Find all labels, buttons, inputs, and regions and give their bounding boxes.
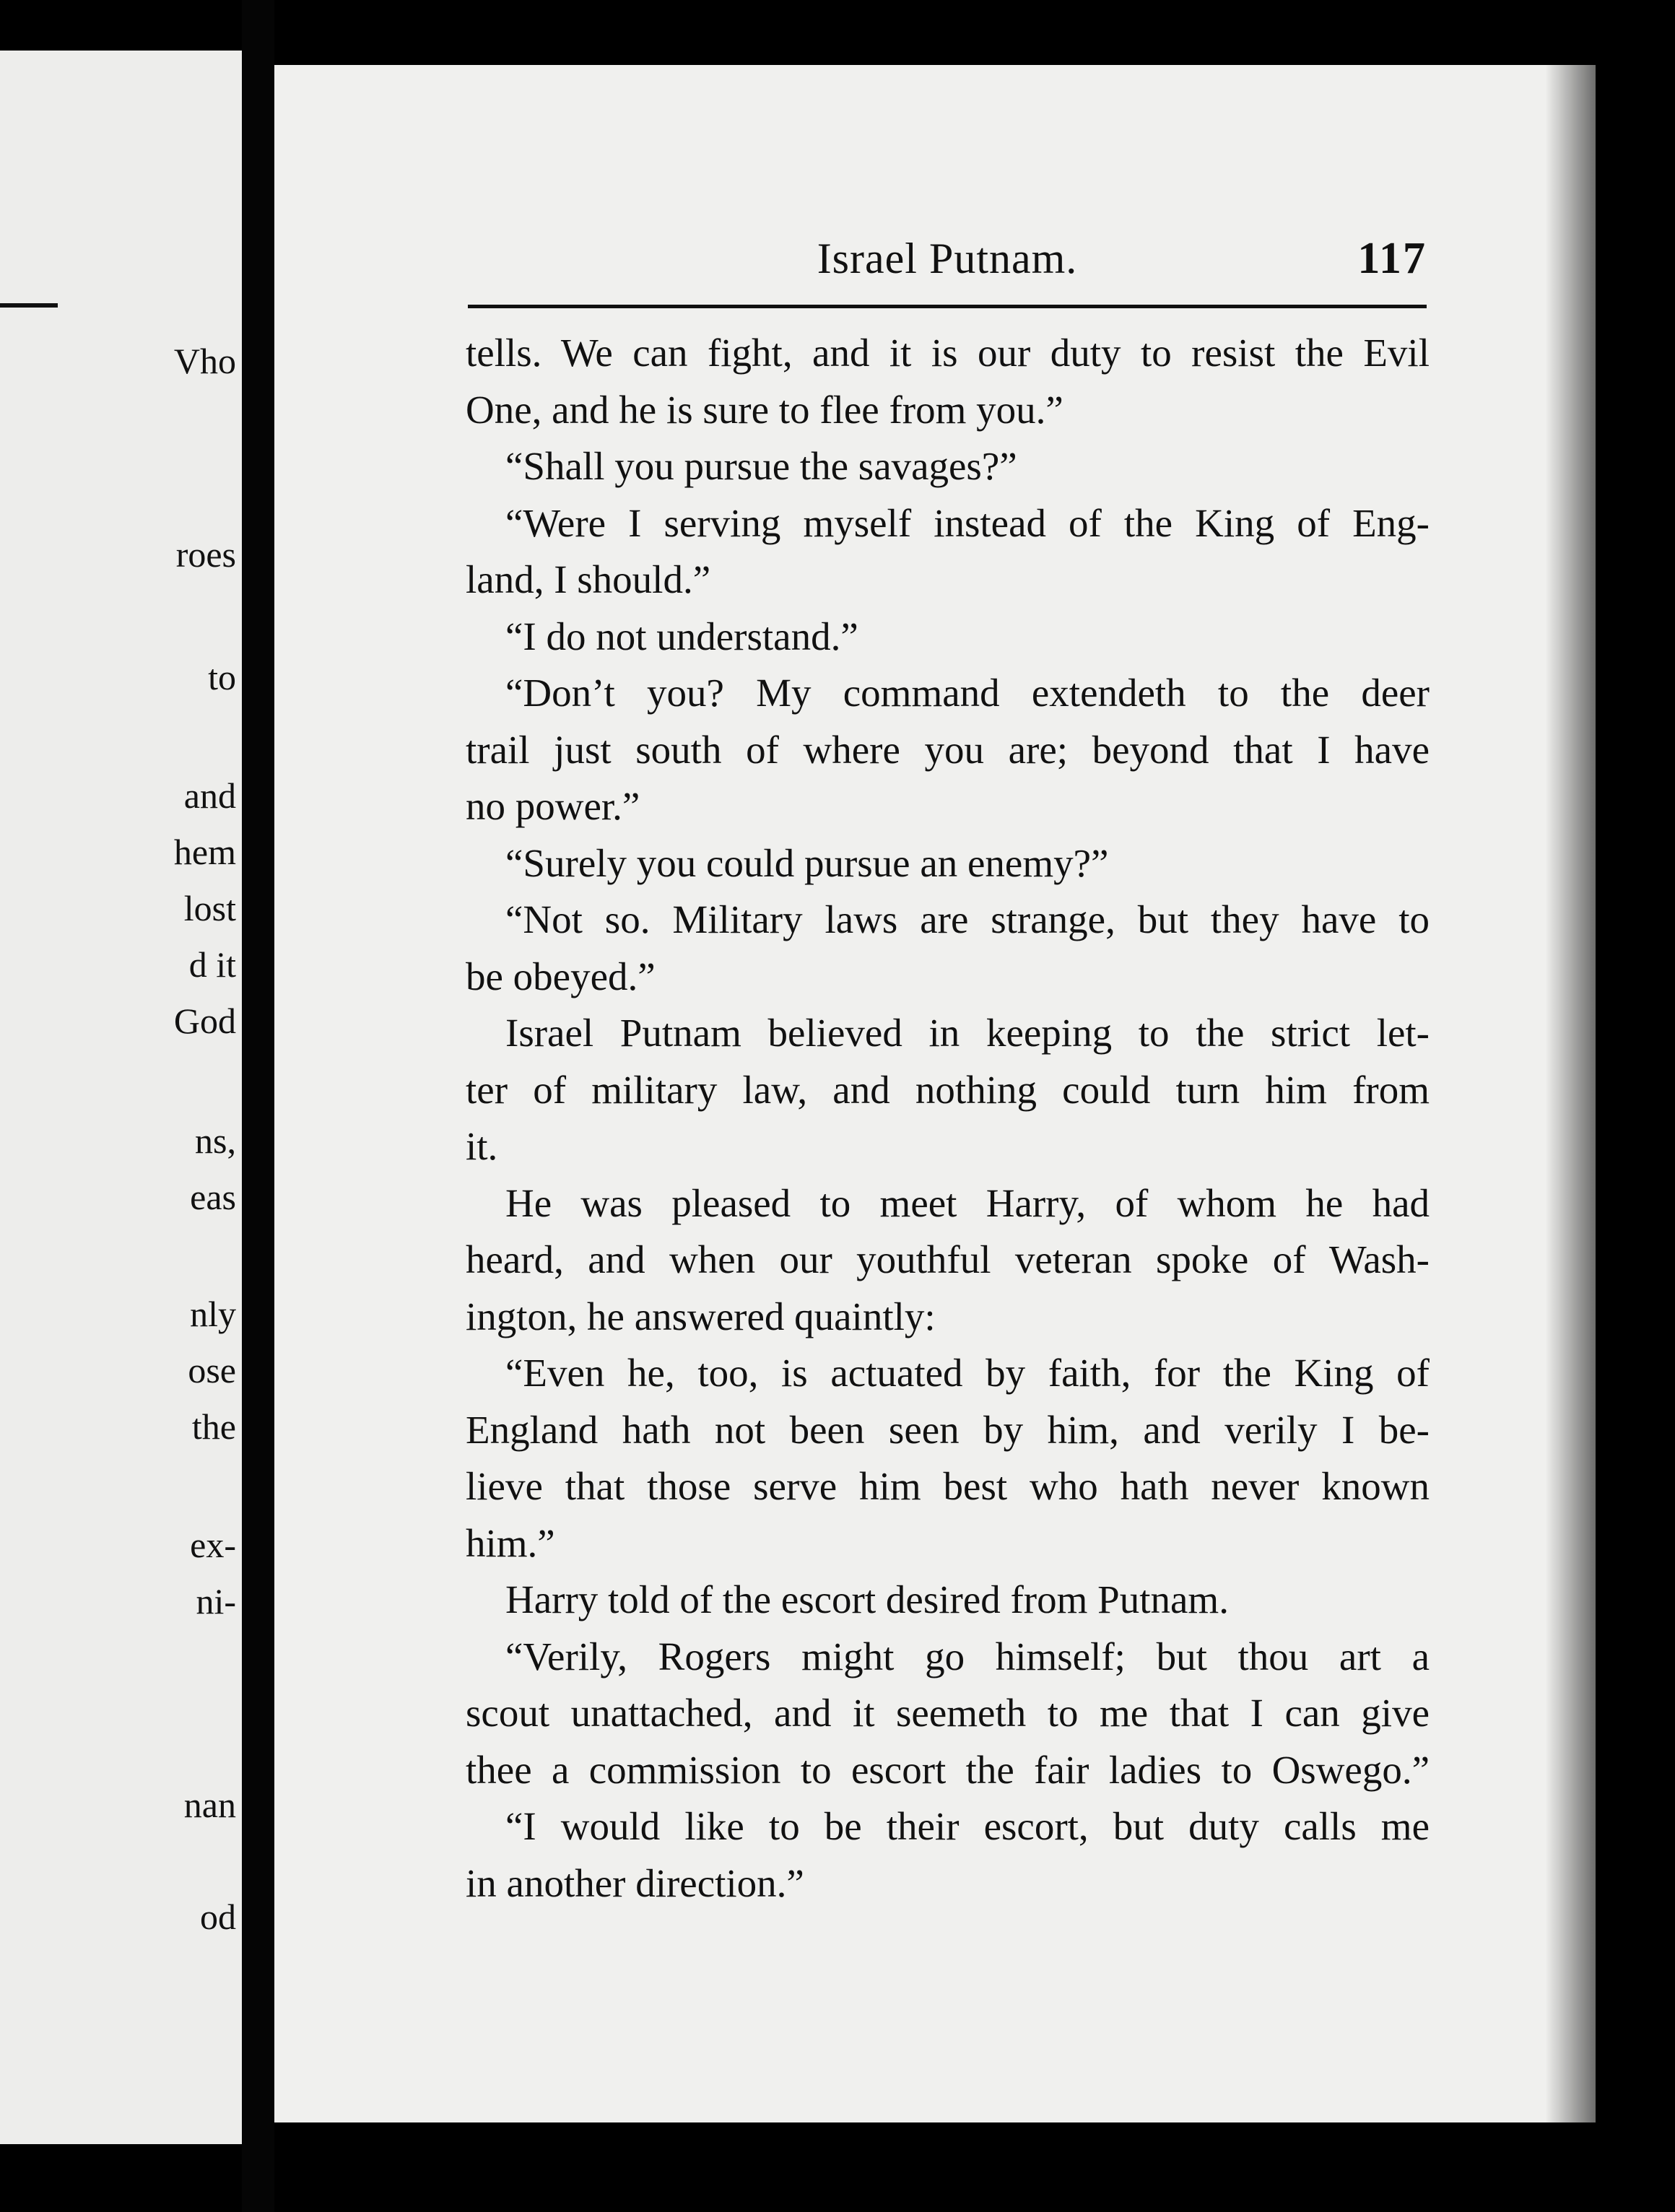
left-page — [0, 51, 242, 2144]
left-text-fragment: roes — [175, 534, 236, 575]
page-edge-shadow — [1545, 65, 1596, 2122]
text-line: Harry told of the escort desired from Putnam. — [505, 1577, 1229, 1621]
text-line: ington, he answered quaintly: — [466, 1294, 936, 1338]
text-line: “Don’t you? My command extendeth to the deer — [505, 671, 1430, 715]
text-line: “I would like to be their escort, but duty calls me — [505, 1804, 1430, 1848]
text-line: trail just south of where you are; beyond that I have — [466, 727, 1430, 772]
text-line: Israel Putnam believed in keeping to the strict let- — [505, 1011, 1430, 1055]
text-line: He was pleased to meet Harry, of whom he had — [505, 1180, 1430, 1225]
text-line: “Were I serving myself instead of the King of Eng- — [505, 500, 1430, 545]
text-line: “Verily, Rogers might go himself; but thou art a — [505, 1634, 1430, 1678]
left-text-fragment: eas — [190, 1177, 236, 1217]
text-line: no power.” — [466, 784, 640, 828]
left-text-fragment: God — [173, 1001, 236, 1041]
left-text-fragment: ns, — [195, 1120, 236, 1161]
left-text-fragment: lost — [183, 888, 236, 928]
left-text-fragment: nan — [183, 1785, 236, 1825]
left-text-fragment: nly — [190, 1294, 236, 1334]
left-text-fragment: to — [208, 657, 236, 697]
header-rule — [468, 305, 1427, 308]
text-line: tells. We can fight, and it is our duty to resist the Evil — [466, 331, 1430, 375]
left-text-fragment: ni- — [196, 1581, 236, 1621]
left-text-fragment: hem — [173, 832, 236, 872]
text-line: in another direction.” — [466, 1860, 804, 1905]
text-line: England hath not been seen by him, and verily I be- — [466, 1407, 1430, 1452]
left-text-fragment: d it — [188, 944, 236, 985]
text-line: heard, and when our youthful veteran spoke of Wash- — [466, 1237, 1430, 1281]
left-text-fragment: Vho — [173, 341, 236, 381]
left-text-fragment: ose — [188, 1350, 236, 1390]
book-gutter — [242, 0, 274, 2212]
left-text-fragment: the — [191, 1406, 236, 1447]
text-line: “Surely you could pursue an enemy?” — [505, 840, 1109, 885]
running-title: Israel Putnam. — [817, 235, 1078, 282]
left-text-fragment: and — [183, 775, 236, 816]
body-text — [466, 325, 1430, 1912]
text-line: “Not so. Military laws are strange, but they have to — [505, 897, 1430, 941]
text-line: thee a commission to escort the fair ladies to Oswego.” — [466, 1747, 1430, 1792]
text-line: land, I should.” — [466, 557, 711, 601]
text-line: “I do not understand.” — [505, 614, 858, 658]
left-text-fragment: od — [200, 1897, 236, 1937]
text-line: scout unattached, and it seemeth to me that I can give — [466, 1691, 1430, 1735]
text-line: ter of military law, and nothing could turn him from — [466, 1067, 1430, 1112]
left-header-rule — [0, 303, 58, 308]
text-line: be obeyed.” — [466, 954, 656, 998]
text-line: him.” — [466, 1520, 555, 1565]
text-line: One, and he is sure to flee from you.” — [466, 387, 1063, 432]
text-line: “Even he, too, is actuated by faith, for the King of — [505, 1351, 1430, 1395]
text-line: lieve that those serve him best who hath never known — [466, 1464, 1430, 1508]
left-text-fragment: ex- — [190, 1525, 236, 1565]
text-line: “Shall you pursue the savages?” — [505, 444, 1017, 488]
page-header — [468, 230, 1427, 287]
right-page — [274, 65, 1596, 2122]
page-number: 117 — [1357, 234, 1427, 283]
text-line: it. — [466, 1124, 498, 1168]
